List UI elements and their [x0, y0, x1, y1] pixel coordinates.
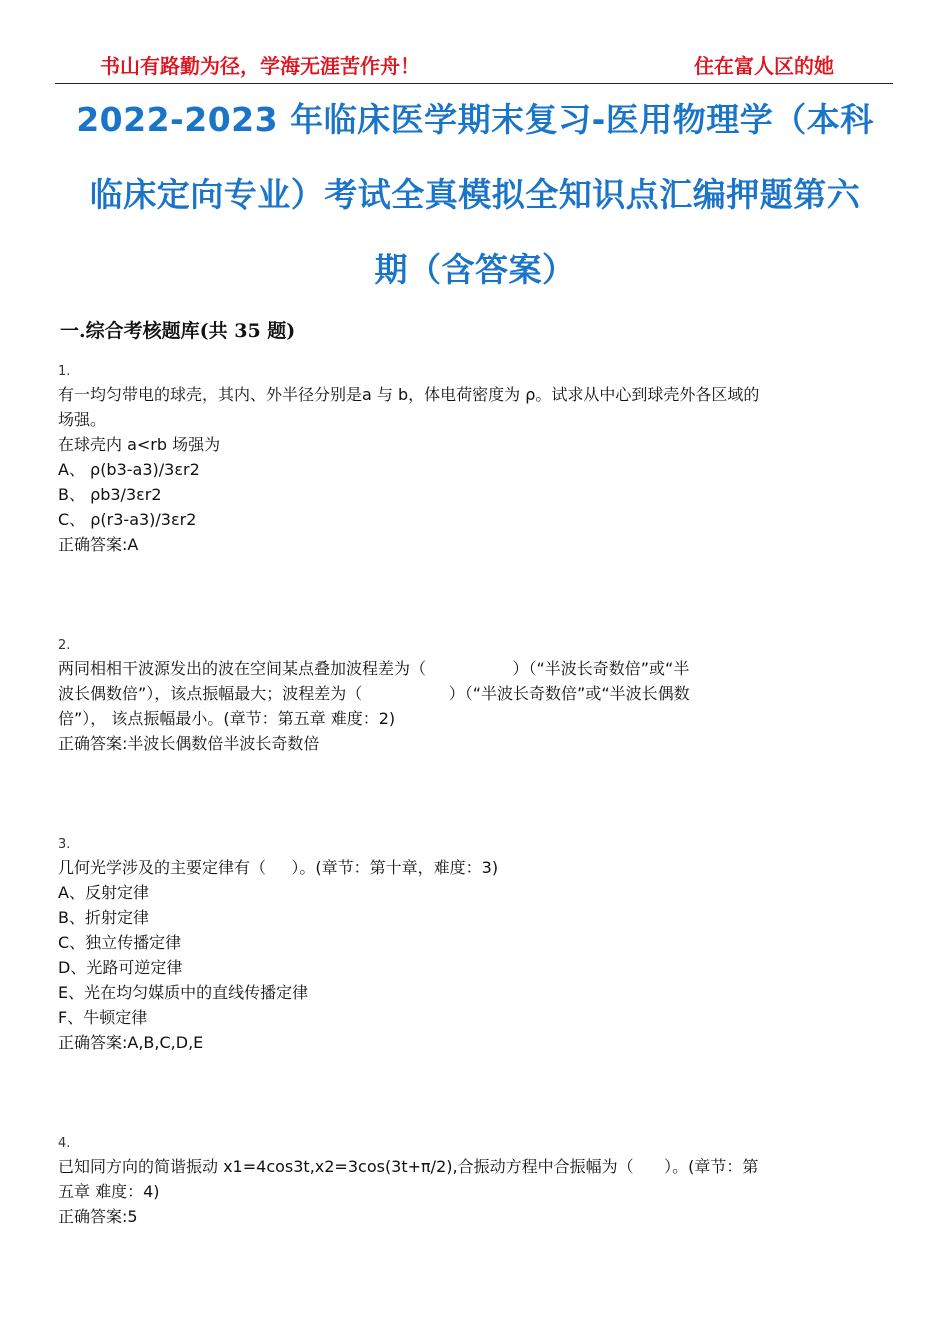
question-2	[58, 636, 896, 756]
title-line-3: 期（含答案）	[374, 250, 576, 289]
question-stem: 两同相相干波源发出的波在空间某点叠加波程差为（ ）（“半波长奇数倍”或“半	[58, 659, 690, 678]
option-a: A、反射定律	[58, 883, 149, 902]
option-d: D、光路可逆定律	[58, 958, 183, 977]
question-number: 1.	[58, 364, 71, 379]
question-1	[58, 362, 896, 557]
question-3	[58, 835, 896, 1055]
option-f: F、牛顿定律	[58, 1008, 148, 1027]
option-b: B、折射定律	[58, 908, 149, 927]
question-stem: 五章 难度：4)	[58, 1182, 160, 1201]
question-number: 4.	[58, 1136, 71, 1151]
answer: 正确答案:5	[58, 1207, 138, 1226]
question-stem: 倍”）， 该点振幅最小。(章节：第五章 难度：2)	[58, 709, 396, 728]
answer: 正确答案:A	[58, 535, 139, 554]
header-author: 住在富人区的她	[694, 54, 834, 78]
option-c: C、独立传播定律	[58, 933, 182, 952]
section-heading: 一.综合考核题库(共 35 题)	[60, 320, 296, 342]
option-b: B、 ρb3/3εr2	[58, 485, 162, 504]
question-stem: 有一均匀带电的球壳，其内、外半径分别是a 与 b，体电荷密度为 ρ。试求从中心到球壳外各区域的	[58, 385, 760, 404]
header-motto: 书山有路勤为径，学海无涯苦作舟！	[100, 54, 420, 78]
answer: 正确答案:A,B,C,D,E	[58, 1033, 204, 1052]
option-a: A、 ρ(b3-a3)/3εr2	[58, 460, 200, 479]
answer: 正确答案:半波长偶数倍半波长奇数倍	[58, 734, 320, 753]
question-number: 2.	[58, 638, 71, 653]
page-title	[55, 82, 895, 307]
question-stem: 波长偶数倍”），该点振幅最大；波程差为（ ）（“半波长奇数倍”或“半波长偶数	[58, 684, 690, 703]
option-e: E、光在均匀媒质中的直线传播定律	[58, 983, 309, 1002]
question-stem: 已知同方向的简谐振动 x1=4cos3t,x2=3cos(3t+π/2),合振动方程中合振幅为（ ）。(章节：第	[58, 1157, 759, 1176]
question-stem: 几何光学涉及的主要定律有（ ）。(章节：第十章，难度：3)	[58, 858, 499, 877]
option-c: C、 ρ(r3-a3)/3εr2	[58, 510, 197, 529]
title-line-2: 临床定向专业）考试全真模拟全知识点汇编押题第六	[89, 175, 861, 214]
question-number: 3.	[58, 837, 71, 852]
title-line-1: 2022-2023 年临床医学期末复习-医用物理学（本科	[76, 100, 874, 139]
question-stem: 场强。	[58, 410, 107, 429]
question-4	[58, 1134, 896, 1229]
question-stem: 在球壳内 a<rb 场强为	[58, 435, 221, 454]
